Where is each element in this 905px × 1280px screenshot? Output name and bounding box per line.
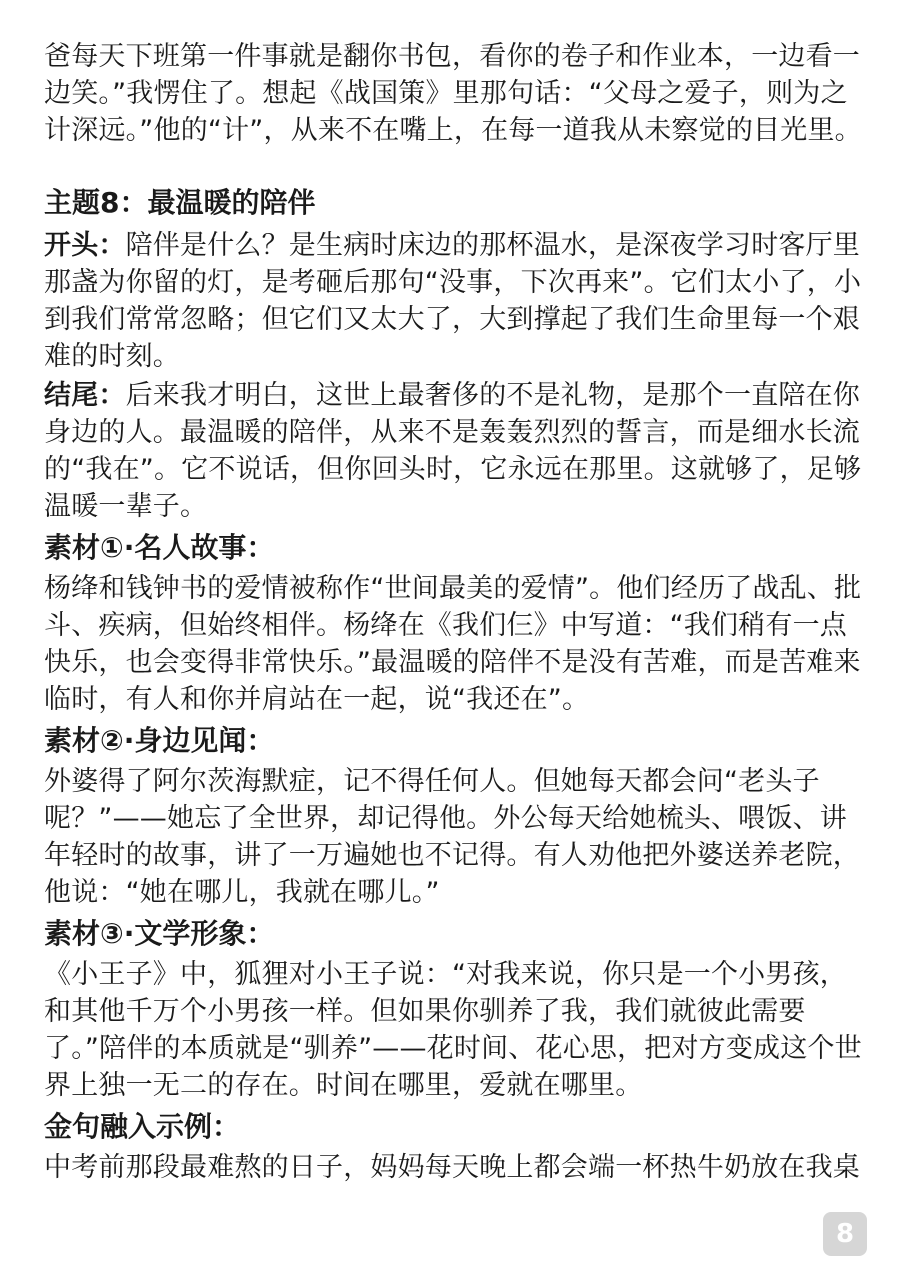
example-text: 中考前那段最难熬的日子，妈妈每天晚上都会端一杯热牛奶放在我桌 xyxy=(44,1152,860,1183)
material-2-heading: 素材②·身边见闻： xyxy=(44,724,275,757)
material-1-text: 杨绛和钱钟书的爱情被称作“世间最美的爱情”。他们经历了战乱、批斗、疾病，但始终相伴。杨绛在《我们仨》中写道：“我们稍有一点快乐，也会变得非常快乐。”最温暖的陪伴不是没有苦难，而是苦难来临时，有人和你并肩站在一起，说“我还在”。 xyxy=(44,573,862,715)
example-heading: 金句融入示例： xyxy=(44,1110,241,1143)
ending-paragraph xyxy=(44,377,874,525)
topic-title: 主题8：最温暖的陪伴 xyxy=(44,186,316,219)
opening-text: 陪伴是什么？是生病时床边的那杯温水，是深夜学习时客厅里那盏为你留的灯，是考砸后那句“没事，下次再来”。它们太小了，小到我们常常忽略；但它们又太大了，大到撑起了我们生命里每一个艰难的时刻。 xyxy=(44,230,862,372)
intro-paragraph: 爸每天下班第一件事就是翻你书包，看你的卷子和作业本，一边看一边笑。”我愣住了。想起《战国策》里那句话：“父母之爱子，则为之计深远。”他的“计”，从来不在嘴上，在每一道我从未察觉的目光里。 xyxy=(44,41,862,146)
ending-label: 结尾： xyxy=(44,380,126,411)
opening-paragraph xyxy=(44,227,874,375)
opening-label: 开头： xyxy=(44,230,126,261)
material-2-text: 外婆得了阿尔茨海默症，记不得任何人。但她每天都会问“老头子呢？”——她忘了全世界，却记得他。外公每天给她梳头、喂饭、讲年轻时的故事，讲了一万遍她也不记得。有人劝他把外婆送养老院，他说：“她在哪儿，我就在哪儿。” xyxy=(44,766,860,908)
material-1-heading: 素材①·名人故事： xyxy=(44,531,275,564)
page-number: 8 xyxy=(835,1219,855,1249)
material-3-text: 《小王子》中，狐狸对小王子说：“对我来说，你只是一个小男孩，和其他千万个小男孩一样。但如果你驯养了我，我们就彼此需要了。”陪伴的本质就是“驯养”——花时间、花心思，把对方变成这个世界上独一无二的存在。时间在哪里，爱就在哪里。 xyxy=(44,959,862,1101)
ending-text: 后来我才明白，这世上最奢侈的不是礼物，是那个一直陪在你身边的人。最温暖的陪伴，从来不是轰轰烈烈的誓言，而是细水长流的“我在”。它不说话，但你回头时，它永远在那里。这就够了，足够温暖一辈子。 xyxy=(44,380,862,522)
page-number-badge xyxy=(823,1212,867,1256)
material-3-heading: 素材③·文学形象： xyxy=(44,917,275,950)
document-page xyxy=(44,38,874,1186)
